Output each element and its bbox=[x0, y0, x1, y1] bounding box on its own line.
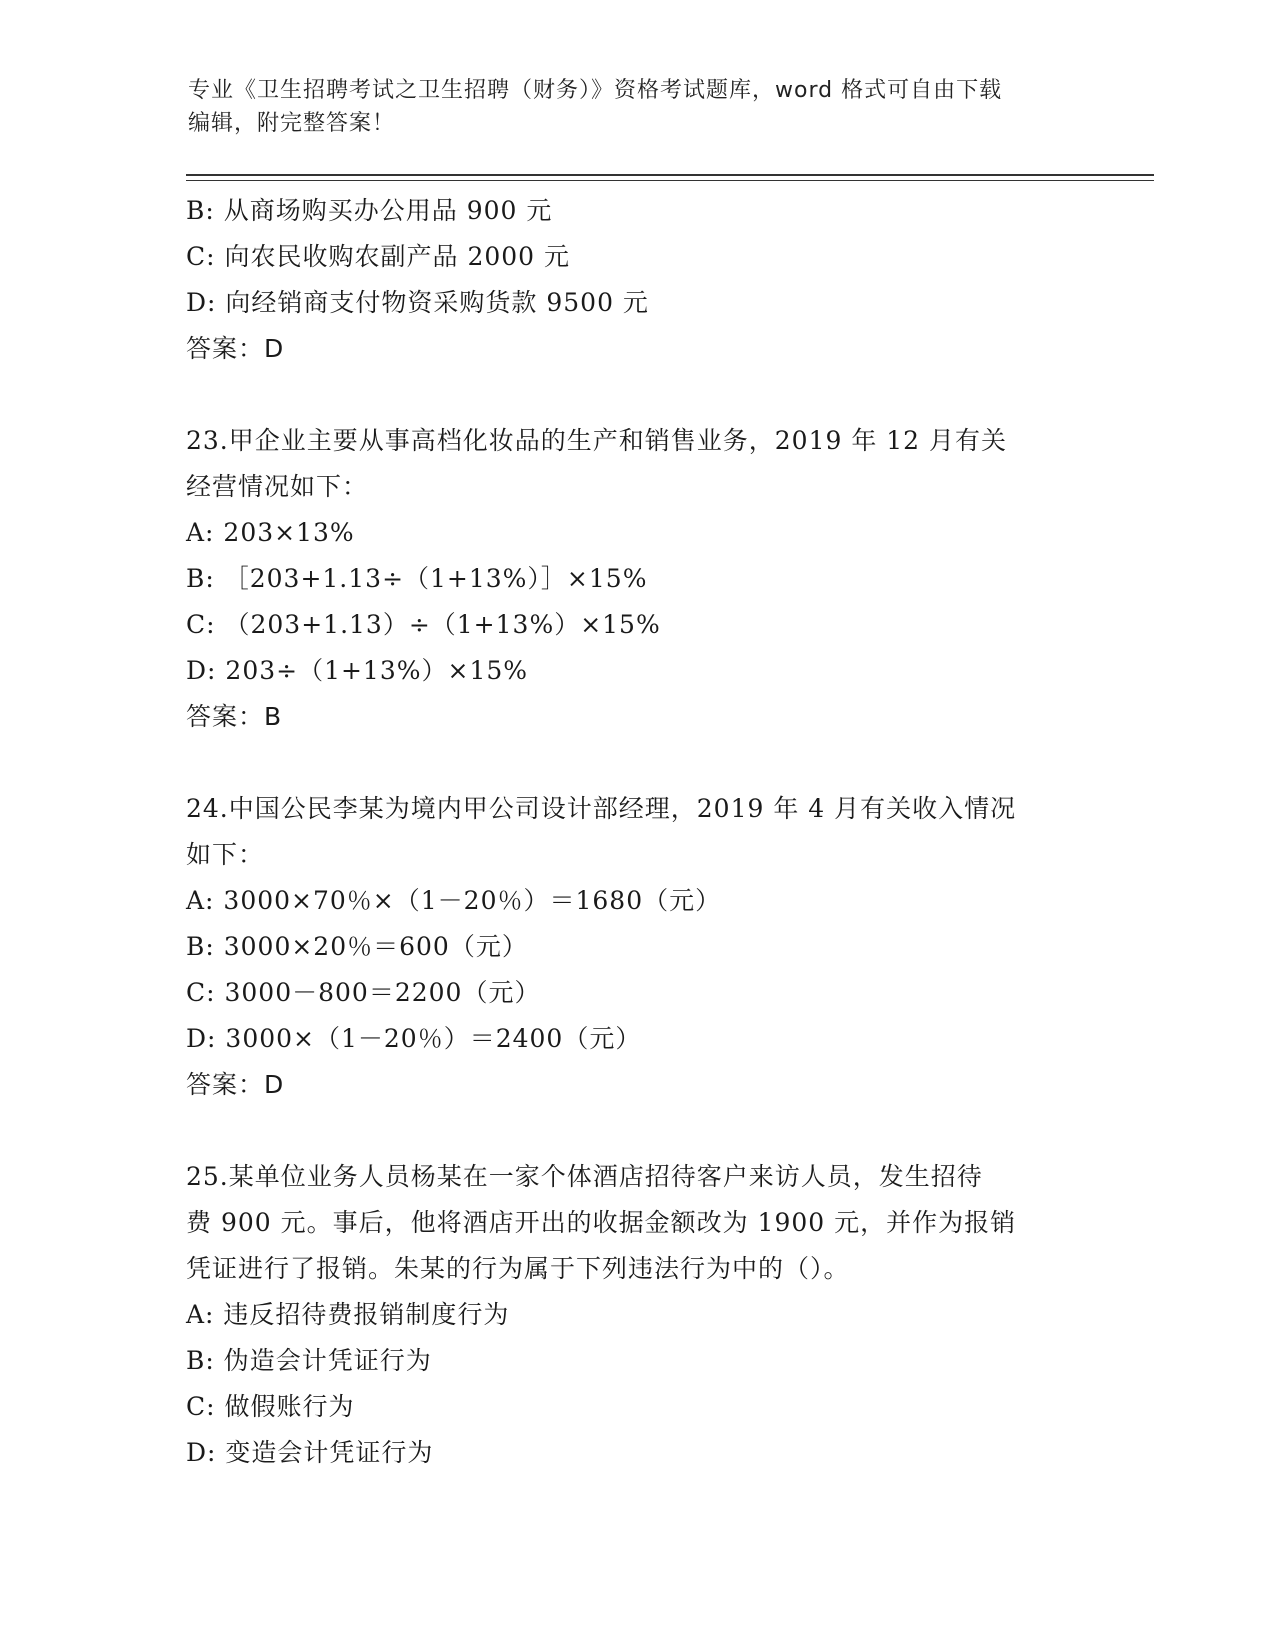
answer-line: 答案：D bbox=[186, 334, 285, 363]
option-b: B: 3000×20％＝600（元） bbox=[186, 932, 528, 961]
question-stem-line: 23.甲企业主要从事高档化妆品的生产和销售业务，2019 年 12 月有关 bbox=[186, 426, 1008, 455]
question-list bbox=[186, 188, 1086, 1476]
question-stem-line: 凭证进行了报销。朱某的行为属于下列违法行为中的（）。 bbox=[186, 1254, 850, 1283]
header-line-2: 编辑，附完整答案！ bbox=[188, 111, 396, 136]
option-b: B: 从商场购买办公用品 900 元 bbox=[186, 196, 553, 225]
question-stem-line: 如下： bbox=[186, 840, 265, 869]
header-divider-thin bbox=[186, 180, 1154, 181]
option-d: D: 203÷（1+13%）×15% bbox=[186, 656, 529, 685]
option-d: D: 变造会计凭证行为 bbox=[186, 1438, 434, 1467]
option-b: B: ［203+1.13÷（1+13%）］×15% bbox=[186, 564, 648, 593]
question-22-continuation bbox=[186, 188, 1086, 372]
spacer bbox=[186, 1108, 1086, 1154]
option-a: A: 违反招待费报销制度行为 bbox=[186, 1300, 510, 1329]
header-line-1: 专业《卫生招聘考试之卫生招聘（财务）》资格考试题库，word 格式可自由下载 bbox=[188, 78, 1003, 103]
header-divider-thick bbox=[186, 174, 1154, 176]
question-stem-line: 经营情况如下： bbox=[186, 472, 369, 501]
option-c: C: （203+1.13）÷（1+13%）×15% bbox=[186, 610, 661, 639]
question-23 bbox=[186, 418, 1086, 740]
option-c: C: 做假账行为 bbox=[186, 1392, 355, 1421]
question-25 bbox=[186, 1154, 1086, 1476]
option-a: A: 3000×70％×（1－20％）＝1680（元） bbox=[186, 886, 722, 915]
answer-line: 答案：D bbox=[186, 1070, 285, 1099]
spacer bbox=[186, 740, 1086, 786]
option-c: C: 向农民收购农副产品 2000 元 bbox=[186, 242, 571, 271]
question-24 bbox=[186, 786, 1086, 1108]
option-c: C: 3000－800＝2200（元） bbox=[186, 978, 541, 1007]
option-d: D: 向经销商支付物资采购货款 9500 元 bbox=[186, 288, 649, 317]
question-stem-line: 25.某单位业务人员杨某在一家个体酒店招待客户来访人员，发生招待 bbox=[186, 1162, 983, 1191]
option-d: D: 3000×（1－20％）＝2400（元） bbox=[186, 1024, 642, 1053]
option-a: A: 203×13% bbox=[186, 518, 355, 547]
option-b: B: 伪造会计凭证行为 bbox=[186, 1346, 432, 1375]
question-stem-line: 24.中国公民李某为境内甲公司设计部经理，2019 年 4 月有关收入情况 bbox=[186, 794, 1017, 823]
question-stem-line: 费 900 元。事后，他将酒店开出的收据金额改为 1900 元，并作为报销 bbox=[186, 1208, 1017, 1237]
document-header bbox=[188, 74, 1088, 140]
answer-line: 答案：B bbox=[186, 702, 283, 731]
spacer bbox=[186, 372, 1086, 418]
